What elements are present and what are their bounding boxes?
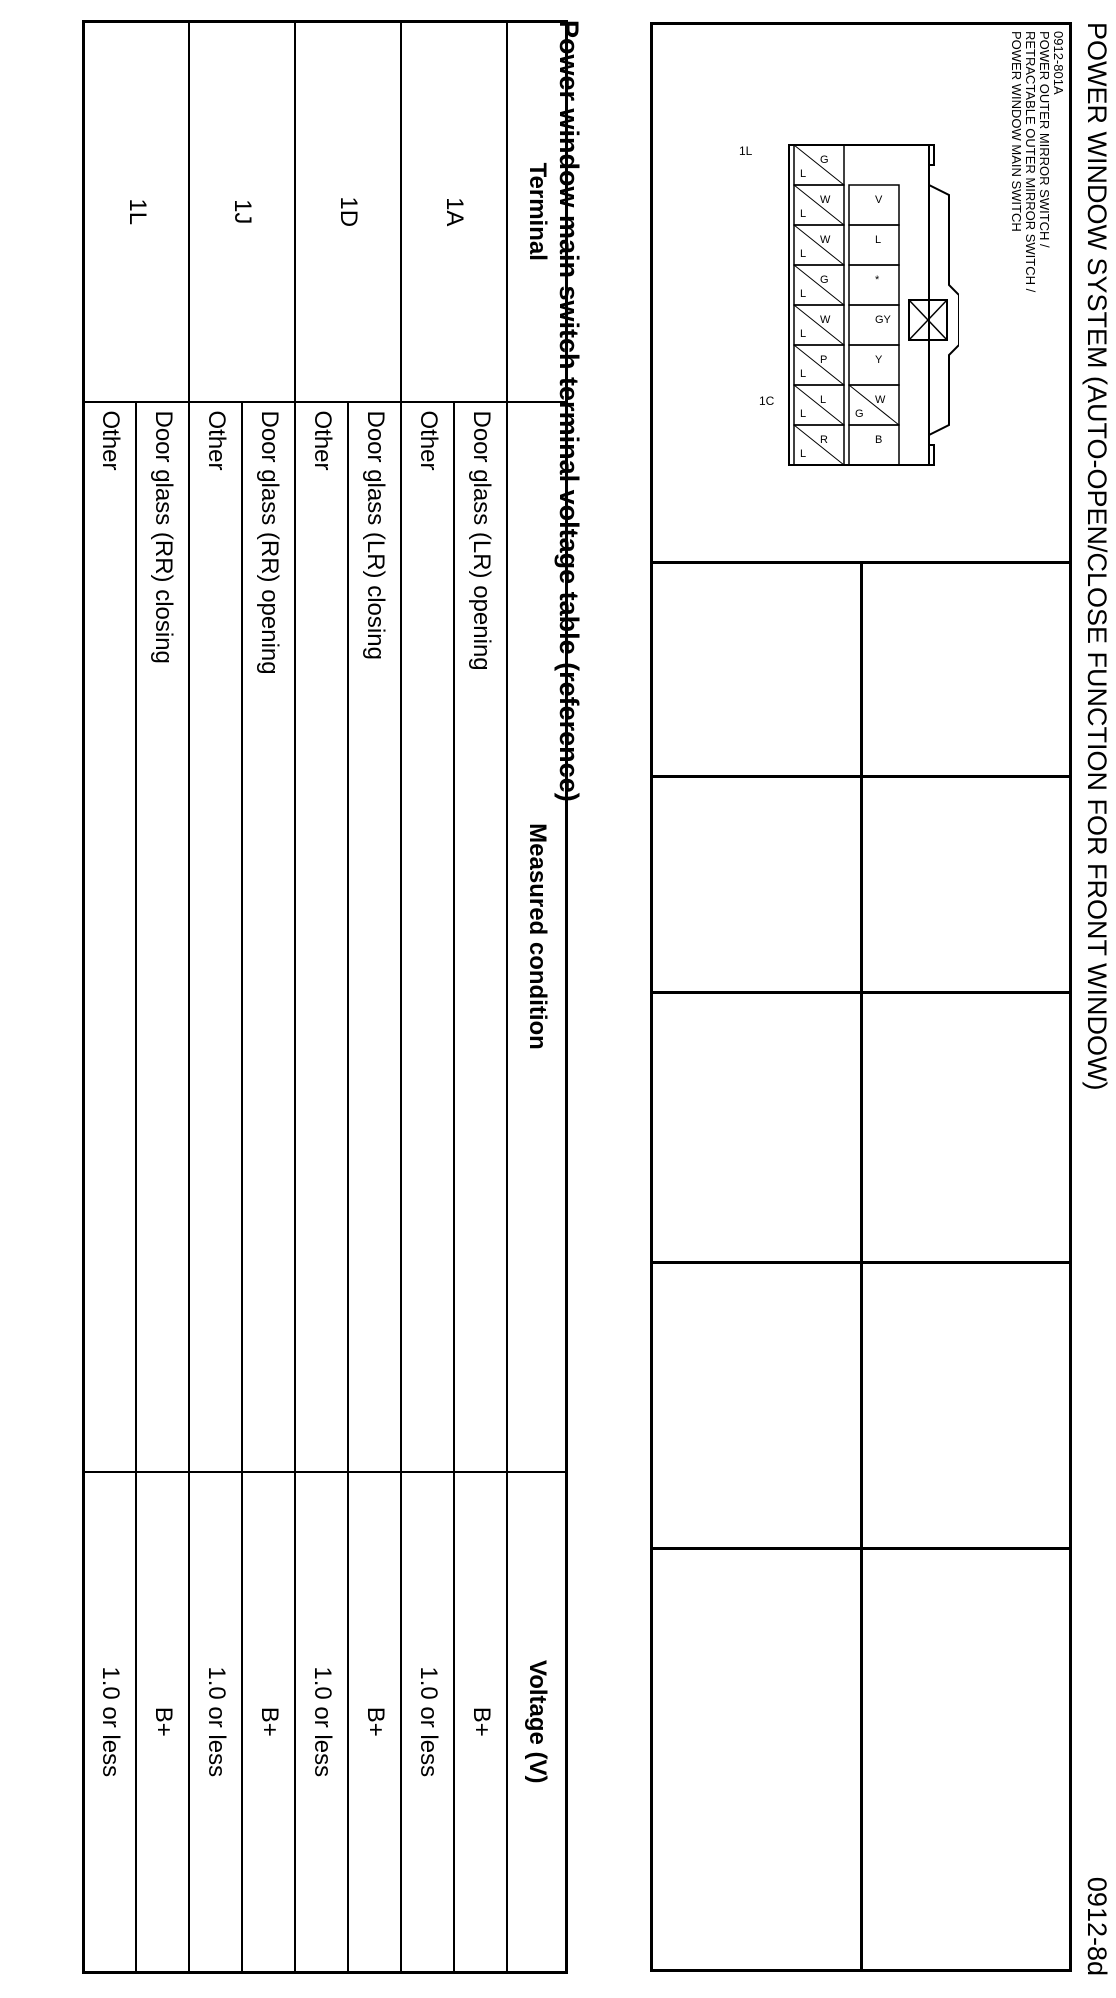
pin-top-6-wire: B: [875, 434, 883, 446]
connector-top-row: [849, 185, 899, 465]
pin-bottom-4-wire: W: [820, 314, 831, 326]
pin-top-2-wire: *: [875, 274, 880, 286]
condition-cell: Other: [402, 402, 455, 1472]
voltage-cell: B+: [455, 1472, 508, 1973]
page-title: POWER WINDOW SYSTEM (AUTO-OPEN/CLOSE FUNCTION FOR FRONT WINDOW): [1082, 22, 1112, 1091]
terminal-cell: 1J: [190, 22, 296, 402]
pin-bottom-3-wire: G: [820, 274, 829, 286]
pin-bottom-7-wire: R: [820, 434, 828, 446]
pin-top-3-wire: GY: [875, 314, 891, 326]
condition-cell: Door glass (RR) closing: [137, 402, 190, 1472]
connector-cell: [653, 25, 1069, 564]
table-row: [137, 22, 190, 1973]
voltage-table: [82, 20, 568, 1974]
pin-top-1-box: [849, 225, 899, 265]
header-voltage: Voltage (V): [508, 1472, 567, 1973]
pin-bottom-2-wire: W: [820, 234, 831, 246]
pin-bottom-6-wire-stripe: L: [800, 408, 807, 420]
pin-top-2-box: [849, 265, 899, 305]
voltage-cell: 1.0 or less: [402, 1472, 455, 1973]
pin-bottom-0-wire: G: [820, 154, 829, 166]
header-terminal: Terminal: [508, 22, 567, 402]
pin-top-4-box: [849, 345, 899, 385]
condition-cell: Other: [296, 402, 349, 1472]
pin-bottom-1-wire-stripe: L: [800, 208, 807, 220]
pin-top-1-wire: L: [875, 234, 882, 246]
condition-cell: Other: [190, 402, 243, 1472]
pin-top-5-wire: W: [875, 394, 886, 406]
header-condition: Measured condition: [508, 402, 567, 1472]
connector-frame: [650, 22, 1072, 1972]
terminal-cell: 1A: [402, 22, 508, 402]
label-1l: 1L: [739, 144, 753, 158]
connector-bottom-row: [794, 145, 844, 465]
voltage-cell: 1.0 or less: [296, 1472, 349, 1973]
table-header-row: [508, 22, 567, 1973]
page-code: 0912-8d: [1082, 1876, 1112, 1976]
table-row: [349, 22, 402, 1973]
connector-diagram: [699, 125, 959, 485]
grid-vline: [653, 1547, 1069, 1550]
voltage-cell: B+: [243, 1472, 296, 1973]
voltage-cell: B+: [137, 1472, 190, 1973]
pin-bottom-5-wire: P: [820, 354, 828, 366]
pin-bottom-0-wire-stripe: L: [800, 168, 807, 180]
voltage-cell: 1.0 or less: [190, 1472, 243, 1973]
pin-bottom-3-wire-stripe: L: [800, 288, 807, 300]
condition-cell: Other: [84, 402, 137, 1472]
connector-line-2: RETRACTABLE OUTER MIRROR SWITCH /: [1023, 31, 1038, 293]
condition-cell: Door glass (RR) opening: [243, 402, 296, 1472]
grid-vline: [653, 991, 1069, 994]
empty-grid: [653, 561, 1069, 1969]
table-row: [455, 22, 508, 1973]
pin-top-6-box: [849, 425, 899, 465]
label-1c: 1C: [759, 394, 775, 408]
connector-id: 0912-801A: [1051, 31, 1066, 95]
pin-top-0-wire: V: [875, 194, 883, 206]
table-title: Power window main switch terminal voltage table (reference): [554, 20, 584, 802]
condition-cell: Door glass (LR) opening: [455, 402, 508, 1472]
terminal-cell: 1D: [296, 22, 402, 402]
pin-bottom-6-wire: L: [820, 394, 827, 406]
connector-caption: [1009, 31, 1065, 292]
pin-top-5-wire-stripe: G: [855, 408, 864, 420]
table-row: [243, 22, 296, 1973]
pin-top-4-wire: Y: [875, 354, 883, 366]
pin-top-0-box: [849, 185, 899, 225]
pin-bottom-1-wire: W: [820, 194, 831, 206]
terminal-cell: 1L: [84, 22, 190, 402]
voltage-cell: 1.0 or less: [84, 1472, 137, 1973]
grid-vline: [653, 1261, 1069, 1264]
pin-bottom-2-wire-stripe: L: [800, 248, 807, 260]
pin-top-3-box: [849, 305, 899, 345]
grid-hline: [860, 561, 863, 1969]
condition-cell: Door glass (LR) closing: [349, 402, 402, 1472]
pin-bottom-7-wire-stripe: L: [800, 448, 807, 460]
pin-bottom-4-wire-stripe: L: [800, 328, 807, 340]
grid-vline: [653, 775, 1069, 778]
connector-line-1: POWER OUTER MIRROR SWITCH /: [1037, 31, 1052, 248]
voltage-cell: B+: [349, 1472, 402, 1973]
connector-line-3: POWER WINDOW MAIN SWITCH: [1009, 31, 1024, 232]
pin-bottom-5-wire-stripe: L: [800, 368, 807, 380]
